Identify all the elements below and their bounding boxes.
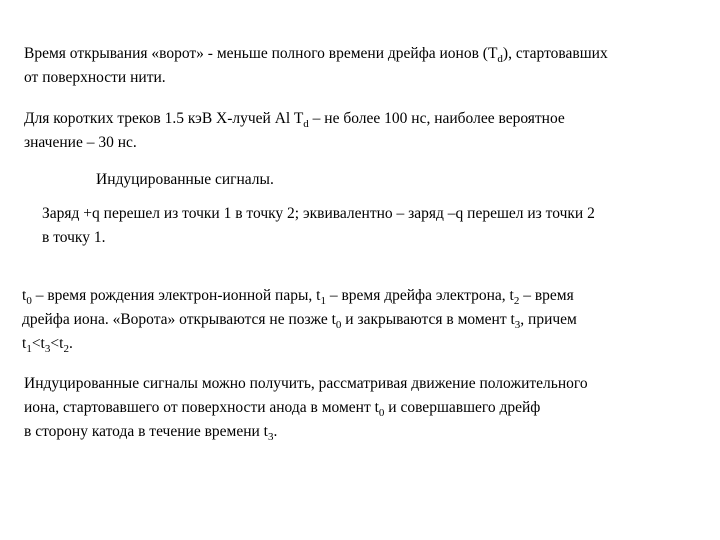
text-run: t	[22, 335, 27, 352]
text-run: t	[22, 287, 27, 304]
text-run: – время дрейфа электрона, t	[325, 287, 514, 304]
text-run: – время	[519, 287, 574, 304]
text-run: Для коротких треков 1.5 кэВ X-лучей Al T	[24, 110, 304, 127]
heading-text: Индуцированные сигналы.	[96, 171, 274, 188]
text-line	[24, 42, 608, 66]
text-line: значение – 30 нс.	[24, 134, 137, 151]
text-run: дрейфа иона. «Ворота» открываются не позже t	[22, 311, 336, 328]
subscript: d	[303, 118, 309, 130]
text-line	[24, 107, 565, 131]
text-line	[24, 420, 588, 444]
text-line	[24, 396, 588, 420]
paragraph-induced-signals	[24, 372, 588, 444]
text-run: .	[68, 335, 73, 352]
subscript: 3	[268, 431, 274, 443]
text-run: в сторону катода в течение времени t	[24, 423, 268, 440]
subscript: 0	[378, 407, 385, 419]
text-run: ), стартовавших	[502, 45, 608, 62]
subscript: 2	[63, 343, 69, 355]
text-run: , причем	[520, 311, 577, 328]
text-line	[22, 284, 577, 308]
subscript: 1	[26, 343, 32, 355]
text-run: и закрываются в момент t	[341, 311, 515, 328]
text-run: – не более 100 нс, наиболее вероятное	[308, 110, 565, 127]
subscript: 0	[335, 319, 342, 331]
paragraph-charge-transfer	[42, 202, 595, 250]
paragraph-time-definitions	[22, 284, 577, 356]
paragraph-short-tracks	[24, 107, 565, 155]
text-run: <t	[50, 335, 64, 352]
text-line: Индуцированные сигналы можно получить, рассматривая движение положительного	[24, 375, 588, 392]
subscript: 3	[44, 343, 51, 355]
text-line: от поверхности нити.	[24, 69, 166, 86]
text-run: <t	[31, 335, 45, 352]
text-line: в точку 1.	[42, 229, 106, 246]
subscript: d	[497, 53, 503, 65]
text-run: – время рождения электрон-ионной пары, t	[31, 287, 321, 304]
subscript: 0	[26, 295, 32, 307]
subscript: 3	[514, 319, 521, 331]
subscript: 2	[513, 295, 520, 307]
text-run: и совершавшего дрейф	[384, 399, 541, 416]
paragraph-gate-time	[24, 42, 608, 90]
text-line	[22, 332, 577, 356]
section-heading	[96, 168, 274, 192]
text-run: .	[273, 423, 278, 440]
subscript: 1	[320, 295, 326, 307]
text-run: Время открывания «ворот» - меньше полного времени дрейфа ионов (T	[24, 45, 498, 62]
text-line	[22, 308, 577, 332]
text-line: Заряд +q перешел из точки 1 в точку 2; эквивалентно – заряд –q перешел из точки 2	[42, 205, 595, 222]
text-run: иона, стартовавшего от поверхности анода в момент t	[24, 399, 379, 416]
